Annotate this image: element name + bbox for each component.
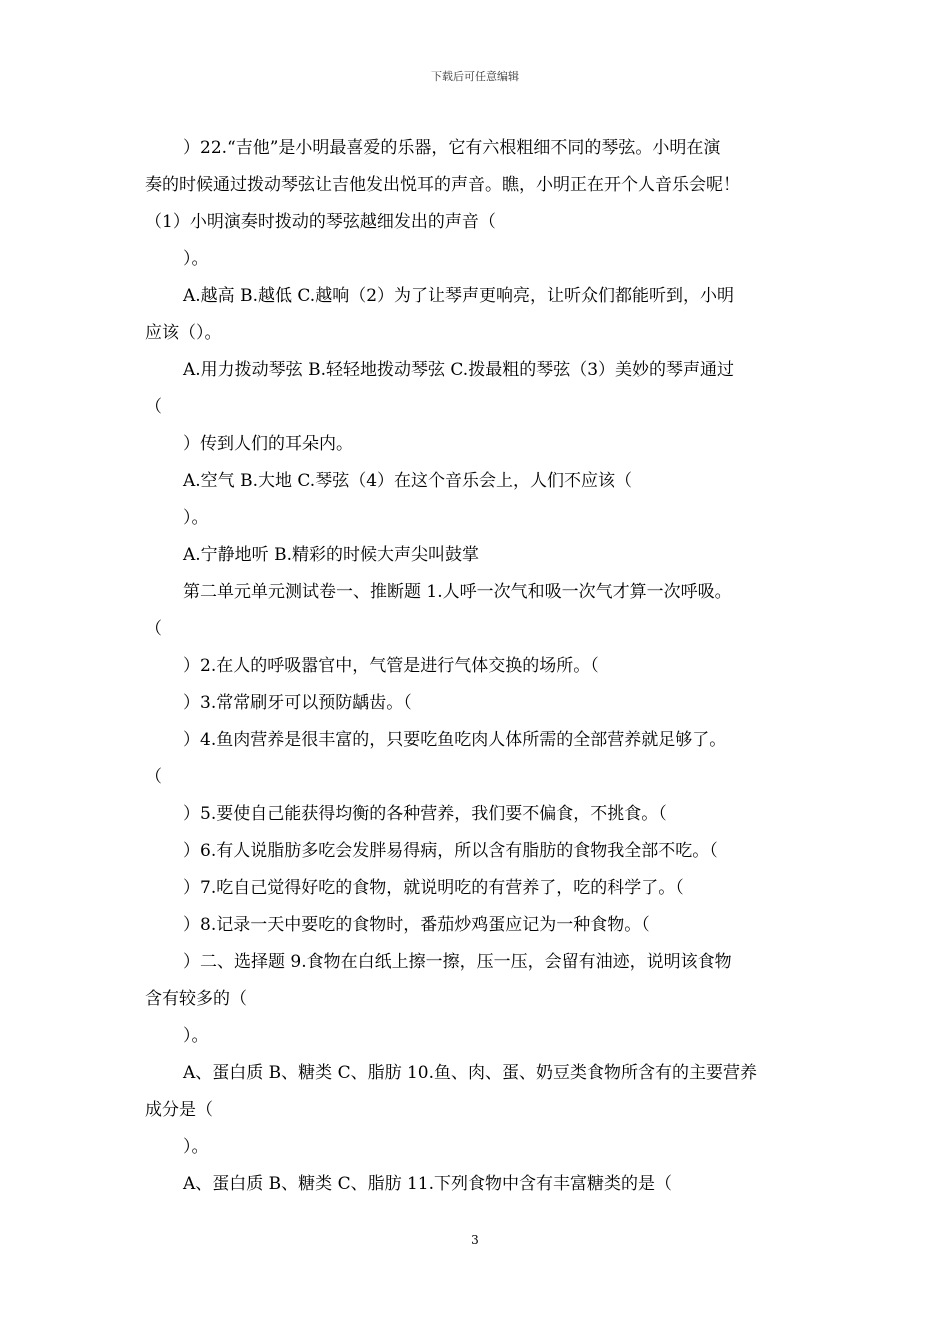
text-line: 奏的时候通过拨动琴弦让吉他发出悦耳的声音。瞧，小明正在开个人音乐会呢！ — [145, 175, 740, 195]
text-line: ）6.有人说脂肪多吃会发胖易得病，所以含有脂肪的食物我全部不吃。（ — [183, 841, 718, 861]
text-line: ）7.吃自己觉得好吃的食物，就说明吃的有营养了，吃的科学了。（ — [183, 878, 684, 898]
document-body — [145, 130, 815, 1203]
text-line: （ — [145, 397, 162, 417]
text-line: ）2.在人的呼吸嚣官中，气管是进行气体交换的场所。（ — [183, 656, 599, 676]
text-line: ）。 — [183, 1137, 209, 1157]
text-line: （ — [145, 767, 162, 787]
text-line: ）传到人们的耳朵内。 — [183, 434, 353, 454]
text-line: ）。 — [183, 1026, 209, 1046]
page-header: 下载后可任意编辑 — [431, 70, 519, 83]
text-line: A.空气 B.大地 C.琴弦（4）在这个音乐会上，人们不应该（ — [183, 471, 633, 491]
text-line: 成分是（ — [145, 1100, 213, 1120]
text-line: 第二单元单元测试卷一、推断题 1.人呼一次气和吸一次气才算一次呼吸。 — [183, 582, 732, 602]
text-line: A.越高 B.越低 C.越响（2）为了让琴声更响亮，让听众们都能听到，小明 — [183, 286, 735, 306]
text-line: A、蛋白质 B、糖类 C、脂肪 10.鱼、肉、蛋、奶豆类食物所含有的主要营养 — [183, 1063, 758, 1083]
text-line: A、蛋白质 B、糖类 C、脂肪 11.下列食物中含有丰富糖类的是（ — [183, 1174, 673, 1194]
text-line: （1）小明演奏时拨动的琴弦越细发出的声音（ — [145, 212, 496, 232]
text-line: A.用力拨动琴弦 B.轻轻地拨动琴弦 C.拨最粗的琴弦（3）美妙的琴声通过 — [183, 360, 735, 380]
text-line: ）。 — [183, 508, 209, 528]
page-number: 3 — [471, 1233, 479, 1247]
text-line: ）二、选择题 9.食物在白纸上擦一擦，压一压，会留有油迹，说明该食物 — [183, 952, 732, 972]
text-line: ）3.常常刷牙可以预防龋齿。（ — [183, 693, 412, 713]
text-line: 应该（）。 — [145, 323, 222, 343]
text-line: A.宁静地听 B.精彩的时候大声尖叫鼓掌 — [183, 545, 479, 565]
text-line: ）22.“吉他”是小明最喜爱的乐器，它有六根粗细不同的琴弦。小明在演 — [183, 138, 721, 158]
text-line: ）5.要使自己能获得均衡的各种营养，我们要不偏食，不挑食。（ — [183, 804, 667, 824]
text-line: ）8.记录一天中要吃的食物时，番茄炒鸡蛋应记为一种食物。（ — [183, 915, 650, 935]
text-line: ）4.鱼肉营养是很丰富的，只要吃鱼吃肉人体所需的全部营养就足够了。 — [183, 730, 727, 750]
text-line: ）。 — [183, 249, 209, 269]
text-line: 含有较多的（ — [145, 989, 247, 1009]
text-line: （ — [145, 619, 162, 639]
